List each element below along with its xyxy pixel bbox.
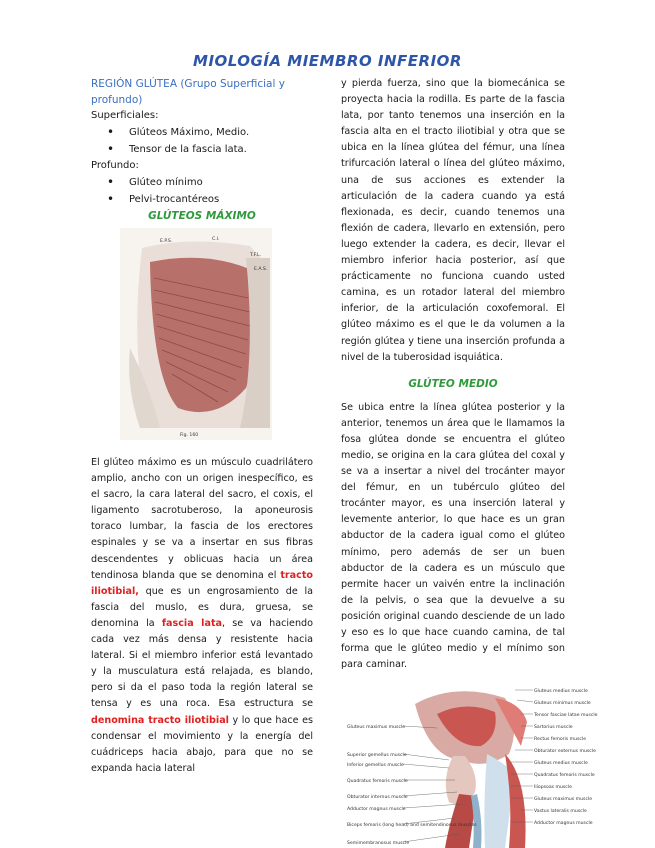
- left-column: [91, 76, 313, 224]
- figure-label: Obturator internus muscle: [347, 795, 408, 800]
- list-item: • Tensor de la fascia lata.: [107, 141, 313, 158]
- hip-anatomy-figure: [345, 684, 598, 848]
- highlight-term: fascia lata: [161, 617, 223, 629]
- figure-label: Tensor fasciae latae muscle: [534, 713, 598, 718]
- highlight-term: denomina tracto iliotibial: [91, 714, 229, 726]
- deep-label: Profundo:: [91, 160, 139, 171]
- figure-label: Gluteus medius muscle: [534, 689, 588, 694]
- figure-label: C.I.: [212, 237, 220, 242]
- right-labels: [533, 688, 598, 826]
- gluteo-maximo-heading: GLÚTEOS MÁXIMO: [148, 210, 256, 222]
- figure-label: Gluteus minimus muscle: [534, 701, 591, 706]
- right-column: [341, 76, 565, 673]
- gluteo-medio-paragraph: Se ubica entre la línea glútea posterior y la anterior, tenemos un área que le llamamos la fosa glútea donde se encuentra el glúteo medio, se origina en la cara glútea del coxal y se va a insertar a nivel del trocánter mayor del fémur, en un tubérculo glúteo del trocánter mayor, es una inserción lateral y levemente anterior, lo que hace es un gran abductor de la cadera igual como el glúteo mínimo, pero además de ser un buen abductor de la cadera es un músculo que permite hacer un vaivén entre la inclinación de la pelvis, o sea que la devuelve a su posición original cuando desciende de un lado y eso es lo que hace cuando camina, de tal forma que le glúteo medio y el mínimo son para caminar.: [341, 401, 565, 671]
- gluteo-maximo-paragraph: El glúteo máximo es un músculo cuadrilátero amplio, ancho con un origen inespecífico, es el sacro, la cara lateral del sacro, el coxis, el ligamento sacrotuberoso, la aponeurosis toraco lumbar, la fascia de los erectores espinales y se va a insertar en sus fibras descendentes y oblicuas hacia un área tendinosa blanda que se denomina el tracto iliotibial, que es un engrosamiento de la fascia del muslo, es dura, gruesa, se denomina la fascia lata, se va haciendo cada vez más densa y resistente hacia lateral. Si el miembro inferior está levantado y la musculatura está relajada, es blando, pero si da el paso toda la región lateral se tensa y es una roca. Esa estructura se denomina tracto iliotibial y lo que hace es condensar el movimiento y la energía del cuádriceps hacia abajo, para que no se expanda hacia lateral: [91, 457, 314, 774]
- figure-label: Quadratus femoris muscle: [534, 773, 595, 778]
- figure-label: Adductor magnus muscle: [534, 821, 593, 826]
- gluteo-medio-heading: GLÚTEO MEDIO: [408, 377, 498, 390]
- figure-label: Fig. 160: [180, 433, 199, 438]
- figure-label: Rectus femoris muscle: [534, 737, 587, 742]
- figure-label: Gluteus maximus muscle: [347, 725, 406, 730]
- figure-label: T.F.L.: [250, 253, 262, 258]
- superficial-list: [91, 124, 313, 158]
- list-item: • Glúteos Máximo, Medio.: [107, 124, 313, 141]
- figure-label: Quadratus femoris muscle: [347, 779, 408, 784]
- figure-label: Sartorius muscle: [534, 725, 573, 730]
- figure-label: Gluteus maximus muscle: [534, 797, 593, 802]
- region-title: REGIÓN GLÚTEA (Grupo Superficial y profundo): [91, 78, 285, 106]
- figure-label: Superior gemellus muscle: [347, 753, 407, 758]
- deep-list: [91, 174, 313, 208]
- figure-label: Vastus lateralis muscle: [534, 809, 587, 814]
- list-item: • Pelvi-trocantéreos: [107, 191, 313, 208]
- figure-label: Gluteus medius muscle: [534, 761, 588, 766]
- figure-label: Biceps femoris (long head) and semitendinosus muscles: [347, 823, 477, 828]
- figure-label: E.P.S.: [160, 239, 173, 244]
- figure-label: E.A.S.: [254, 267, 268, 272]
- highlight-term: tracto iliotibial,: [91, 569, 313, 597]
- figure-label: Inferior gemellus muscle: [347, 763, 404, 768]
- gluteo-maximo-continuation: y pierda fuerza, sino que la biomecánica se proyecta hacia la rodilla. Es parte de la fascia lata, por tanto tenemos una inserción en la fascia alta en el tracto iliotibial y otra que se ubica en la línea glútea del fémur, una línea trifurcación lateral o línea del glúteo máximo, una de sus acciones es extender la articulación de la cadera cuando ya está flexionada, es decir, cuando tenemos una flexión de cadera, llevarlo en extensión, pero luego extender la cadera, es decir, llevar el miembro inferior hacia posterior, así que prácticamente no funciona cuando usted camina, es un rotador lateral del miembro inferior, de la articulación coxofemoral. El glúteo máximo es el que le da volumen a la región glútea y tiene una inserción profunda a nivel de la tuberosidad isquiática.: [341, 78, 565, 363]
- gluteus-maximus-figure: [120, 228, 272, 440]
- figure-label: Iliopsoas muscle: [534, 785, 572, 790]
- list-item: • Glúteo mínimo: [107, 174, 313, 191]
- page-title: MIOLOGÍA MIEMBRO INFERIOR: [193, 52, 462, 70]
- figure-label: Semimembranosus muscle: [347, 841, 410, 846]
- superficial-label: Superficiales:: [91, 110, 159, 121]
- figure-label: Adductor magnus muscle: [347, 807, 406, 812]
- figure-label: Obturator externus muscle: [534, 749, 596, 754]
